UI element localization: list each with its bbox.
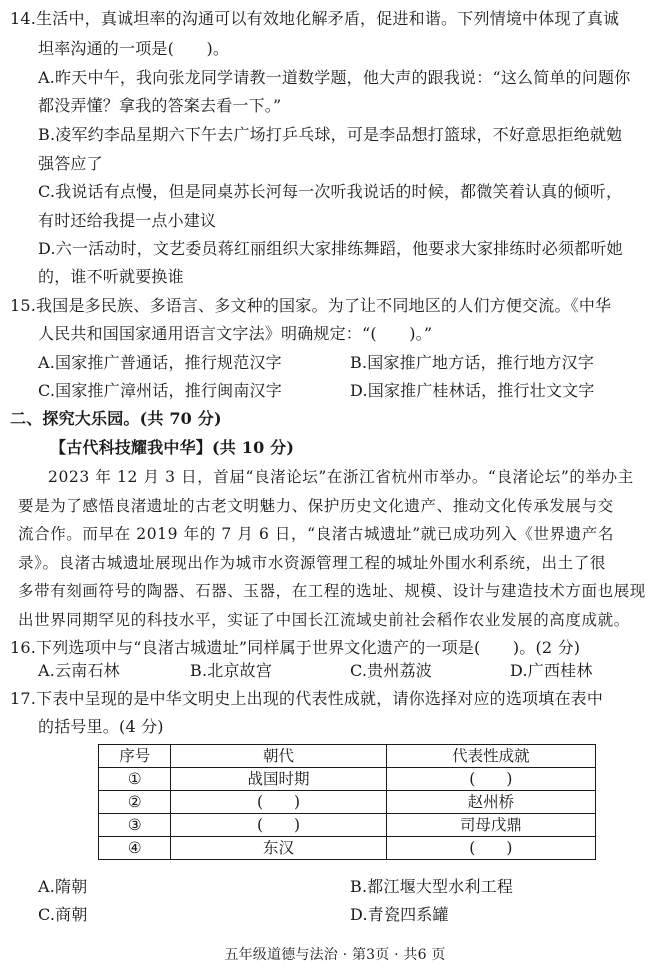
passage-line6: 出世界同期罕见的科技水平，实证了中国长江流域史前社会稻作农业发展的高度成就。 — [18, 611, 630, 629]
q14-option-c-line1: C.我说话有点慢，但是同桌苏长河每一次听我说话的时候，都微笑着认真的倾听， — [38, 182, 623, 201]
section-2-subtitle: 【古代科技耀我中华】(共 10 分) — [50, 438, 295, 457]
q15-option-d: D.国家推广桂林话，推行壮文文字 — [350, 381, 595, 400]
q14-option-b-line2: 强答应了 — [38, 154, 103, 173]
q14-option-b-line1: B.凌军约李品星期六下午去广场打乒乓球，可是李品想打篮球，不好意思拒绝就勉 — [38, 125, 623, 144]
q14-option-a-line2: 都没弄懂？拿我的答案去看一下。” — [38, 96, 282, 115]
q14-stem-line1: 14.生活中，真诚坦率的沟通可以有效地化解矛盾，促进和谐。下列情境中体现了真诚 — [10, 9, 620, 28]
table-cell: 赵州桥 — [386, 791, 595, 814]
table-header-cell: 序号 — [99, 745, 171, 768]
q15-stem-line1: 15.我国是多民族、多语言、多文种的国家。为了让不同地区的人们方便交流。《中华 — [10, 296, 612, 315]
table-header-cell: 朝代 — [171, 745, 386, 768]
q17-option-b: B.都江堰大型水利工程 — [350, 877, 514, 896]
passage-line2: 要是为了感悟良渚遗址的古老文明魅力、保护历史文化遗产、推动文化传承发展与交 — [18, 497, 614, 515]
section-2-title: 二、探究大乐园。(共 70 分) — [10, 409, 222, 428]
q15-option-a: A.国家推广普通话，推行规范汉字 — [38, 353, 282, 372]
q16-option-d: D.广西桂林 — [510, 661, 593, 680]
table-header-cell: 代表性成就 — [386, 745, 595, 768]
q16-option-a: A.云南石林 — [38, 661, 120, 680]
table-row — [99, 791, 596, 814]
table-cell: ③ — [99, 814, 171, 837]
q14-stem-line2: 坦率沟通的一项是( )。 — [38, 39, 230, 58]
table-cell: ( ) — [171, 814, 386, 837]
table-cell: ( ) — [386, 837, 595, 860]
q15-option-b: B.国家推广地方话，推行地方汉字 — [350, 353, 595, 372]
table-cell: 战国时期 — [171, 768, 386, 791]
passage-line3: 流合作。而早在 2019 年的 7 月 6 日，“良渚古城遗址”就已成功列入《世界遗产名 — [18, 525, 614, 543]
q15-option-c: C.国家推广漳州话，推行闽南汉字 — [38, 381, 282, 400]
q17-option-a: A.隋朝 — [38, 877, 88, 896]
passage-line1: 2023 年 12 月 3 日，首届“良渚论坛”在浙江省杭州市举办。“良渚论坛”的举办主 — [48, 468, 634, 486]
table-cell: ① — [99, 768, 171, 791]
table-cell: ② — [99, 791, 171, 814]
q16-stem: 16.下列选项中与“良渚古城遗址”同样属于世界文化遗产的一项是( )。(2 分) — [10, 638, 581, 657]
q15-stem-line2: 人民共和国国家通用语言文字法》明确规定：“( )。” — [38, 324, 433, 343]
q16-option-c: C.贵州荔波 — [350, 661, 432, 680]
q14-option-c-line2: 有时还给我提一点小建议 — [38, 211, 217, 230]
q14-option-a-line1: A.昨天中午，我向张龙同学请教一道数学题，他大声的跟我说：“这么简单的问题你 — [38, 68, 631, 87]
page-footer: 五年级道德与法治 · 第3页 · 共6 页 — [224, 947, 446, 963]
q14-option-d-line1: D.六一活动时，文艺委员蒋红丽组织大家排练舞蹈，他要求大家排练时必须都听她 — [38, 239, 623, 258]
table-header-row — [99, 745, 596, 768]
q17-option-c: C.商朝 — [38, 905, 88, 924]
table-cell: 司母戊鼎 — [386, 814, 595, 837]
q16-option-b: B.北京故宫 — [190, 661, 273, 680]
table-cell: ④ — [99, 837, 171, 860]
achievements-table — [98, 744, 596, 860]
table-cell: ( ) — [171, 791, 386, 814]
passage-line4: 录》。良渚古城遗址展现出作为城市水资源管理工程的城址外围水利系统，出土了很 — [18, 554, 606, 572]
q14-option-d-line2: 的，谁不听就要换谁 — [38, 267, 184, 286]
q17-stem-line2: 的括号里。(4 分) — [38, 717, 164, 736]
q17-option-d: D.青瓷四系罐 — [350, 905, 449, 924]
table-row — [99, 814, 596, 837]
table-row — [99, 837, 596, 860]
passage-line5: 多带有刻画符号的陶器、石器、玉器，在工程的选址、规模、设计与建造技术方面也展现 — [18, 582, 646, 600]
table-cell: ( ) — [386, 768, 595, 791]
table-row — [99, 768, 596, 791]
q17-stem-line1: 17.下表中呈现的是中华文明史上出现的代表性成就，请你选择对应的选项填在表中 — [10, 689, 604, 708]
table-cell: 东汉 — [171, 837, 386, 860]
